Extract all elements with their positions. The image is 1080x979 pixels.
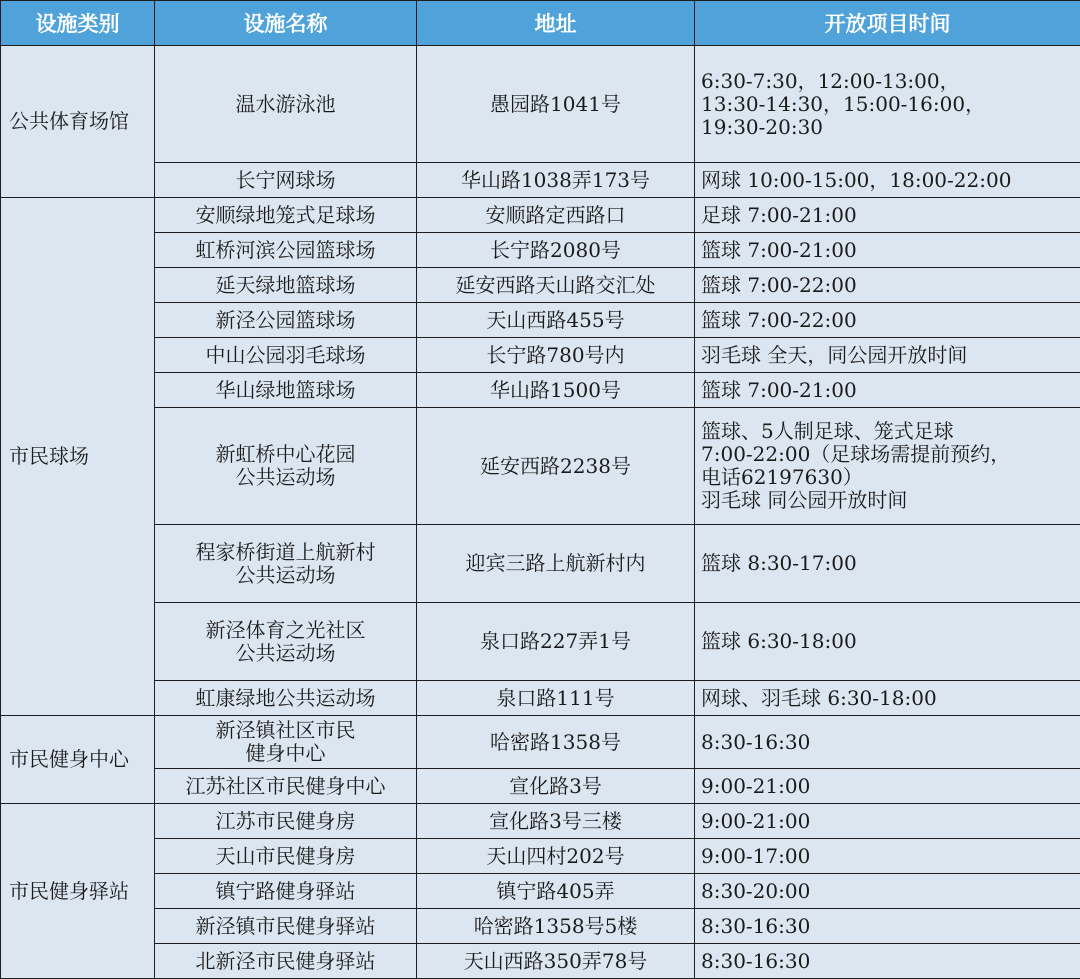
header-address: 地址 (417, 1, 695, 46)
hours-cell: 8:30-20:00 (695, 874, 1080, 909)
header-hours: 开放项目时间 (695, 1, 1080, 46)
address-cell: 愚园路1041号 (417, 46, 695, 163)
hours-cell: 篮球 8:30-17:00 (695, 525, 1080, 603)
facility-name-cell: 新泾公园篮球场 (155, 303, 417, 338)
table-row (1, 525, 1080, 603)
table-row (1, 46, 1080, 163)
address-cell: 天山西路455号 (417, 303, 695, 338)
table-row (1, 303, 1080, 338)
table-row (1, 909, 1080, 944)
address-cell: 华山路1500号 (417, 373, 695, 408)
address-cell: 延安西路2238号 (417, 408, 695, 525)
hours-cell: 篮球 7:00-21:00 (695, 233, 1080, 268)
facility-name-cell: 华山绿地篮球场 (155, 373, 417, 408)
facility-name-cell: 虹桥河滨公园篮球场 (155, 233, 417, 268)
hours-cell: 网球、羽毛球 6:30-18:00 (695, 681, 1080, 716)
hours-cell: 网球 10:00-15:00，18:00-22:00 (695, 163, 1080, 198)
hours-cell: 8:30-16:30 (695, 909, 1080, 944)
header-row (1, 1, 1080, 46)
table-row (1, 163, 1080, 198)
hours-cell: 8:30-16:30 (695, 944, 1080, 979)
hours-cell: 6:30-7:30，12:00-13:00， 13:30-14:30，15:00-16:00， 19:30-20:30 (695, 46, 1080, 163)
facility-name-cell: 延天绿地篮球场 (155, 268, 417, 303)
facility-name-cell: 江苏市民健身房 (155, 804, 417, 839)
table-row (1, 233, 1080, 268)
hours-cell: 篮球、5人制足球、笼式足球 7:00-22:00（足球场需提前预约， 电话62197630） 羽毛球 同公园开放时间 (695, 408, 1080, 525)
facility-name-cell: 北新泾市民健身驿站 (155, 944, 417, 979)
table-row (1, 944, 1080, 979)
header-category: 设施类别 (1, 1, 155, 46)
header-name: 设施名称 (155, 1, 417, 46)
hours-cell: 8:30-16:30 (695, 716, 1080, 769)
category-cell: 市民球场 (1, 198, 155, 716)
table-header (1, 1, 1080, 46)
address-cell: 安顺路定西路口 (417, 198, 695, 233)
facility-name-cell: 中山公园羽毛球场 (155, 338, 417, 373)
address-cell: 长宁路2080号 (417, 233, 695, 268)
facility-name-cell: 江苏社区市民健身中心 (155, 769, 417, 804)
category-cell: 市民健身中心 (1, 716, 155, 804)
facility-name-cell: 长宁网球场 (155, 163, 417, 198)
table-row (1, 874, 1080, 909)
hours-cell: 9:00-21:00 (695, 804, 1080, 839)
address-cell: 延安西路天山路交汇处 (417, 268, 695, 303)
table-row (1, 373, 1080, 408)
address-cell: 镇宁路405弄 (417, 874, 695, 909)
address-cell: 泉口路227弄1号 (417, 603, 695, 681)
category-cell: 市民健身驿站 (1, 804, 155, 979)
table-row (1, 408, 1080, 525)
address-cell: 哈密路1358号 (417, 716, 695, 769)
address-cell: 迎宾三路上航新村内 (417, 525, 695, 603)
table-row (1, 716, 1080, 769)
facility-name-cell: 温水游泳池 (155, 46, 417, 163)
table-row (1, 839, 1080, 874)
table-row (1, 338, 1080, 373)
address-cell: 宣化路3号 (417, 769, 695, 804)
facility-name-cell: 镇宁路健身驿站 (155, 874, 417, 909)
table-row (1, 198, 1080, 233)
table-body (1, 46, 1080, 979)
address-cell: 哈密路1358号5楼 (417, 909, 695, 944)
facility-name-cell: 安顺绿地笼式足球场 (155, 198, 417, 233)
table-row (1, 268, 1080, 303)
address-cell: 泉口路111号 (417, 681, 695, 716)
address-cell: 宣化路3号三楼 (417, 804, 695, 839)
address-cell: 长宁路780号内 (417, 338, 695, 373)
table-row (1, 603, 1080, 681)
hours-cell: 9:00-21:00 (695, 769, 1080, 804)
address-cell: 华山路1038弄173号 (417, 163, 695, 198)
hours-cell: 足球 7:00-21:00 (695, 198, 1080, 233)
address-cell: 天山西路350弄78号 (417, 944, 695, 979)
address-cell: 天山四村202号 (417, 839, 695, 874)
hours-cell: 篮球 7:00-22:00 (695, 268, 1080, 303)
category-cell: 公共体育场馆 (1, 46, 155, 198)
facility-name-cell: 天山市民健身房 (155, 839, 417, 874)
hours-cell: 羽毛球 全天，同公园开放时间 (695, 338, 1080, 373)
facility-name-cell: 程家桥街道上航新村 公共运动场 (155, 525, 417, 603)
hours-cell: 篮球 7:00-21:00 (695, 373, 1080, 408)
facility-name-cell: 新泾体育之光社区 公共运动场 (155, 603, 417, 681)
table-row (1, 681, 1080, 716)
hours-cell: 篮球 7:00-22:00 (695, 303, 1080, 338)
hours-cell: 9:00-17:00 (695, 839, 1080, 874)
facility-name-cell: 新泾镇社区市民 健身中心 (155, 716, 417, 769)
table-row (1, 769, 1080, 804)
facility-name-cell: 虹康绿地公共运动场 (155, 681, 417, 716)
hours-cell: 篮球 6:30-18:00 (695, 603, 1080, 681)
facility-name-cell: 新虹桥中心花园 公共运动场 (155, 408, 417, 525)
table-row (1, 804, 1080, 839)
facility-name-cell: 新泾镇市民健身驿站 (155, 909, 417, 944)
